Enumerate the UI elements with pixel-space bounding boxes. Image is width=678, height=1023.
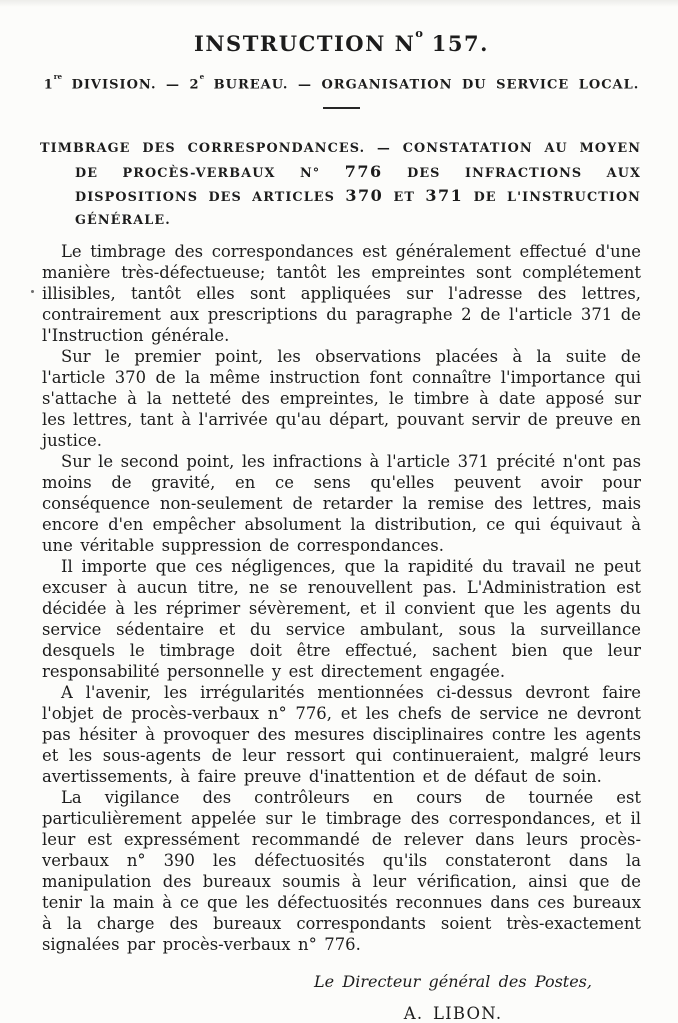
bureau-ordinal-sup: e	[199, 72, 205, 82]
title-ordinal-sup: o	[415, 26, 423, 41]
paragraph: Le timbrage des correspondances est généralement effectué d'une manière très-défectueuse; tantôt les empreintes sont complétement illisibles, tantôt elles sont appliquées sur l'adresse des lettres, contrairement aux prescriptions du paragraphe 2 de l'article 371 de l'Instruction générale.	[42, 242, 641, 346]
article-number-370: 370	[345, 186, 384, 206]
division-bureau-line: 1re DIVISION. — 2e BUREAU. — ORGANISATION DU SERVICE LOCAL.	[43, 72, 640, 93]
paragraph: La vigilance des contrôleurs en cours de tournée est particulièrement appelée sur le timbrage des correspondances, et il leur est expressément recommandé de relever dans leurs procès-verbaux n° 390 les défectuosités qu'ils constateront dans la manipulation des bureaux soumis à leur vérification, ainsi que de tenir la main à ce que les défectuosités reconnues dans ces bureaux à la charge des bureaux correspondants soient très-exactement signalées par procès-verbaux n° 776.	[42, 788, 641, 955]
body-text	[42, 241, 641, 955]
paragraph: Il importe que ces négligences, que la rapidité du travail ne peut excuser à aucun titre, ne se renouvellent pas. L'Administration est décidée à les réprimer sévèrement, et il convient que les agents du service sédentaire et du service ambulant, sous la surveillance desquels le timbrage doit être effectué, sachent bien que leur responsabilité personnelle y est directement engagée.	[42, 557, 641, 682]
ink-speck-artifact	[31, 290, 34, 293]
paragraph: A l'avenir, les irrégularités mentionnées ci-dessus devront faire l'objet de procès-verbaux n° 776, et les chefs de service ne devront pas hésiter à provoquer des mesures disciplinaires contre les agents et les sous-agents de leur ressort qui continueraient, malgré leurs avertissements, à faire preuve d'inattention et de défaut de soin.	[42, 683, 641, 787]
signature-role: Le Directeur général des Postes,	[314, 972, 592, 992]
subject-heading: TIMBRAGE DES CORRESPONDANCES. — CONSTATATION AU MOYEN DE PROCÈS-VERBAUX N° 776 DES INFRACTIONS AUX DISPOSITIONS DES ARTICLES 370 ET 371 DE L'INSTRUCTION GÉNÉRALE.	[40, 141, 641, 228]
paragraph: Sur le premier point, les observations placées à la suite de l'article 370 de la même instruction font connaître l'importance qui s'attache à la netteté des empreintes, le timbre à date apposé sur les lettres, tant à l'arrivée qu'au départ, pouvant servir de preuve en justice.	[42, 347, 641, 451]
division-ordinal-sup: re	[53, 72, 63, 82]
section-divider-rule	[323, 107, 360, 109]
signature-name: A. LIBON.	[403, 1004, 503, 1023]
article-number-371: 371	[425, 186, 464, 206]
page-title	[42, 26, 641, 57]
paragraph: Sur le second point, les infractions à l'article 371 précité n'ont pas moins de gravité, en ce sens qu'elles peuvent avoir pour conséquence non-seulement de retarder la remise des lettres, mais encore d'en empêcher absolument la distribution, ce qui équivaut à une véritable suppression de correspondances.	[42, 452, 641, 556]
form-number-776: 776	[344, 161, 383, 181]
title-text: INSTRUCTION N	[194, 31, 416, 56]
title-number: 157.	[422, 31, 489, 56]
signature-block	[283, 972, 623, 1023]
